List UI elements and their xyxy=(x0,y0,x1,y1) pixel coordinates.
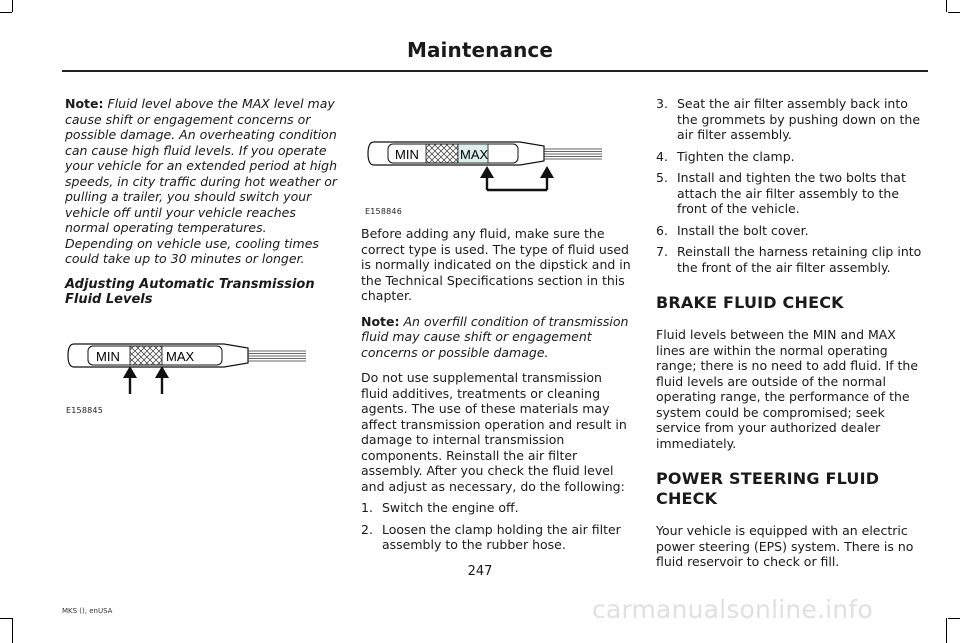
crop-mark xyxy=(946,618,947,643)
note-label: Note: xyxy=(361,313,400,329)
crop-mark xyxy=(0,618,12,619)
section-heading: POWER STEERING FLUID CHECK xyxy=(656,469,880,508)
arrow-up-icon xyxy=(123,366,137,394)
note-paragraph xyxy=(361,314,633,361)
section-heading: BRAKE FLUID CHECK xyxy=(656,293,844,312)
note-text: Fluid level above the MAX level may cause shift or engagement concerns or possible damage. An overheating condition can cause high fluid levels. If you operate your vehicle for an extended period at high speeds, in city traffic during hot weather or pulling a trailer, you should switch your vehicle off until your vehicle reaches normal operating temperatures. Depending on vehicle use, cooling times could take up to 30 minutes or longer. xyxy=(65,96,338,266)
paragraph: Fluid levels between the MIN and MAX lines are within the normal operating range; there is no need to add fluid. If the fluid levels are outside of the normal operating range, the performance of the system could be compromised; seek service from your authorized dealer immediately. xyxy=(656,327,919,451)
note-paragraph xyxy=(65,96,337,267)
middle-column xyxy=(361,226,633,559)
list-item: 1. Switch the engine off. xyxy=(361,500,519,515)
steps-list xyxy=(656,96,928,275)
crop-mark xyxy=(946,0,947,12)
page-title: Maintenance xyxy=(406,38,554,62)
watermark: carmanualsonline.info xyxy=(592,595,873,624)
arrow-range-icon xyxy=(480,166,554,190)
header-rule xyxy=(62,70,928,72)
crop-mark xyxy=(12,0,13,12)
footer-text: MKS (), enUSA xyxy=(62,607,113,615)
arrow-up-icon xyxy=(155,366,169,394)
min-label: MIN xyxy=(96,349,120,364)
list-item: 2. Loosen the clamp holding the air filter assembly to the rubber hose. xyxy=(361,521,621,552)
figure-code: E158846 xyxy=(365,207,402,216)
note-label: Note: xyxy=(65,96,104,111)
max-label: MAX xyxy=(166,349,195,364)
figure-code: E158845 xyxy=(66,406,103,415)
crop-mark xyxy=(948,618,960,619)
dipstick-figure-min-max xyxy=(66,336,316,398)
paragraph: Before adding any fluid, make sure the correct type is used. The type of fluid used is normally indicated on the dipstick and in the Technical Specifications section in this chapter. xyxy=(361,226,631,303)
list-item: 6. Install the bolt cover. xyxy=(656,222,809,238)
list-item: 7. Reinstall the harness retaining clip into the front of the air filter assembly. xyxy=(656,244,922,275)
min-label: MIN xyxy=(395,147,419,162)
right-column xyxy=(656,96,928,580)
list-item: 3. Seat the air filter assembly back into the grommets by pushing down on the air filter assembly. xyxy=(656,96,921,142)
paragraph: Do not use supplemental transmission fluid additives, treatments or cleaning agents. The use of these materials may affect transmission operation and result in damage to internal transmission components. Reinstall the air filter assembly. After you check the fluid level and adjust as necessary, do the following: xyxy=(361,370,627,494)
steps-list xyxy=(361,500,633,553)
left-column xyxy=(65,96,337,317)
max-label: MAX xyxy=(460,147,489,162)
section-subheading: Adjusting Automatic Transmission Fluid Levels xyxy=(65,276,315,307)
note-text: An overfill condition of transmission fluid may cause shift or engagement concerns or possible damage. xyxy=(361,313,629,360)
list-item: 4. Tighten the clamp. xyxy=(656,148,795,164)
crop-mark xyxy=(948,12,960,13)
list-item: 5. Install and tighten the two bolts that attach the air filter assembly to the front of the vehicle. xyxy=(656,170,906,216)
page-number: 247 xyxy=(467,564,493,579)
crop-mark xyxy=(0,12,12,13)
dipstick-figure-max-range xyxy=(360,136,610,198)
paragraph: Your vehicle is equipped with an electric power steering (EPS) system. There is no fluid reservoir to check or fill. xyxy=(656,523,914,569)
crop-mark xyxy=(12,618,13,643)
